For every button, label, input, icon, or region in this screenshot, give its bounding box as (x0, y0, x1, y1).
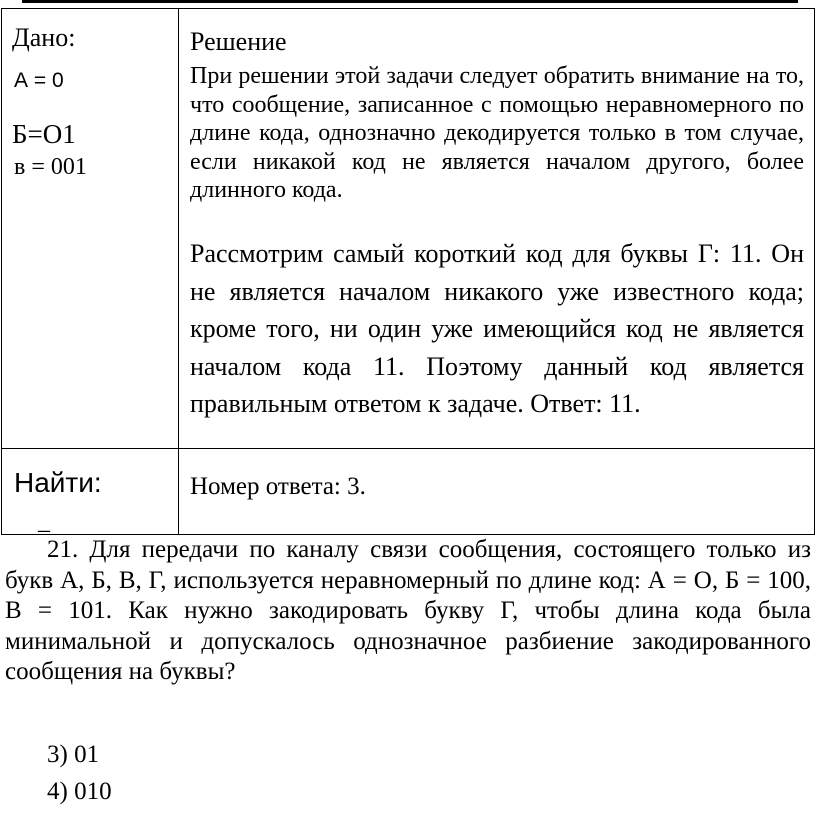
given-label: Дано: (12, 23, 76, 52)
answer-option-4: 4) 010 (47, 778, 112, 805)
table-column-divider (178, 9, 179, 534)
table-row-divider (2, 448, 814, 449)
solution-paragraph-2: Рассмотрим самый короткий код для буквы Г: 11. Он не является началом никакого уже известного кода; кроме того, ни один уже имеющийся код не является началом кода 11. Поэтому данный код является правильным ответом к задаче. Ответ: 11. (190, 239, 804, 418)
given-code-v: в = 001 (14, 154, 87, 180)
solution-title: Решение (190, 27, 287, 56)
answer-option-3: 3) 01 (47, 741, 100, 768)
find-label: Найти: (14, 467, 102, 498)
given-code-b: Б=О1 (12, 119, 76, 149)
answer-number: Номер ответа: 3. (190, 473, 366, 500)
solution-paragraph-1: При решении этой задачи следует обратить внимание на то, что сообщение, записанное с помощью неравномерного по длине кода, однозначно декодируется только в том случае, если никакой код не является началом другого, более длинного кода. (190, 63, 804, 203)
given-solution-table (1, 8, 815, 535)
top-rule (22, 0, 798, 3)
problem-statement: 21. Для передачи по каналу связи сообщения, состоящего только из букв А, Б, В, Г, используется неравномерный по длине код: А = О, Б = 100, В = 101. Как нужно закодировать букву Г, чтобы длина кода была минимальной и допускалось однозначное разбиение закодированного сообщения на буквы? (5, 536, 811, 685)
given-code-a: А = 0 (14, 69, 64, 92)
find-dash: _ (38, 509, 50, 535)
